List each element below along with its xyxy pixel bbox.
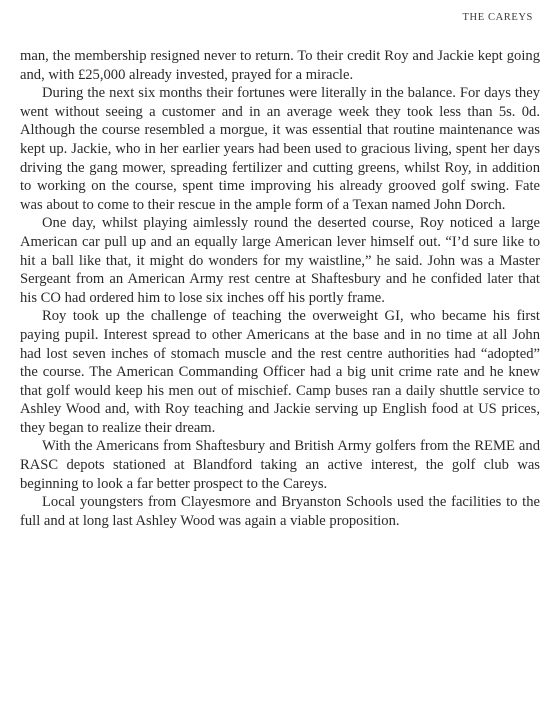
paragraph: With the Americans from Shaftesbury and British Army golfers from the REME and RASC depots stationed at Blandford taking an active interest, the golf club was beginning to look a far better prospect to the Careys. <box>20 438 540 492</box>
running-head: THE CAREYS <box>462 12 533 23</box>
paragraph: One day, whilst playing aimlessly round the deserted course, Roy noticed a large American car pull up and an equally large American lever himself out. “I’d sure like to hit a ball like that, it might do wonders for my waistline,” he said. John was a Master Sergeant from an American Army rest centre at Shaftesbury and he confided later that his CO had ordered him to lose six inches off his portly frame. <box>20 215 540 306</box>
paragraph-continued: man, the membership resigned never to return. To their credit Roy and Jackie kept going and, with £25,000 already invested, prayed for a miracle. <box>20 48 540 83</box>
body-text <box>20 47 540 530</box>
paragraph: Local youngsters from Clayesmore and Bryanston Schools used the facilities to the full and at long last Ashley Wood was again a viable proposition. <box>20 494 540 529</box>
paragraph: During the next six months their fortunes were literally in the balance. For days they went without seeing a customer and in an average week they took less than 5s. 0d. Although the course resembled a morgue, it was essential that routine maintenance was kept up. Jackie, who in her earlier years had been used to gracious living, spent her days driving the gang mower, spreading fertilizer and cutting greens, whilst Roy, in addition to working on the course, spent time improving his already grooved golf swing. Fate was about to come to their rescue in the ample form of a Texan named John Dorch. <box>20 85 540 213</box>
paragraph: Roy took up the challenge of teaching the overweight GI, who became his first paying pupil. Interest spread to other Americans at the base and in no time at all John had lost seven inches of stomach muscle and the rest centre authorities had “adopted” the course. The American Commanding Officer had a big unit crime rate and he knew that golf would keep his men out of mischief. Camp buses ran a daily shuttle service to Ashley Wood and, with Roy teaching and Jackie serving up English food at US prices, they began to realize their dream. <box>20 308 540 436</box>
